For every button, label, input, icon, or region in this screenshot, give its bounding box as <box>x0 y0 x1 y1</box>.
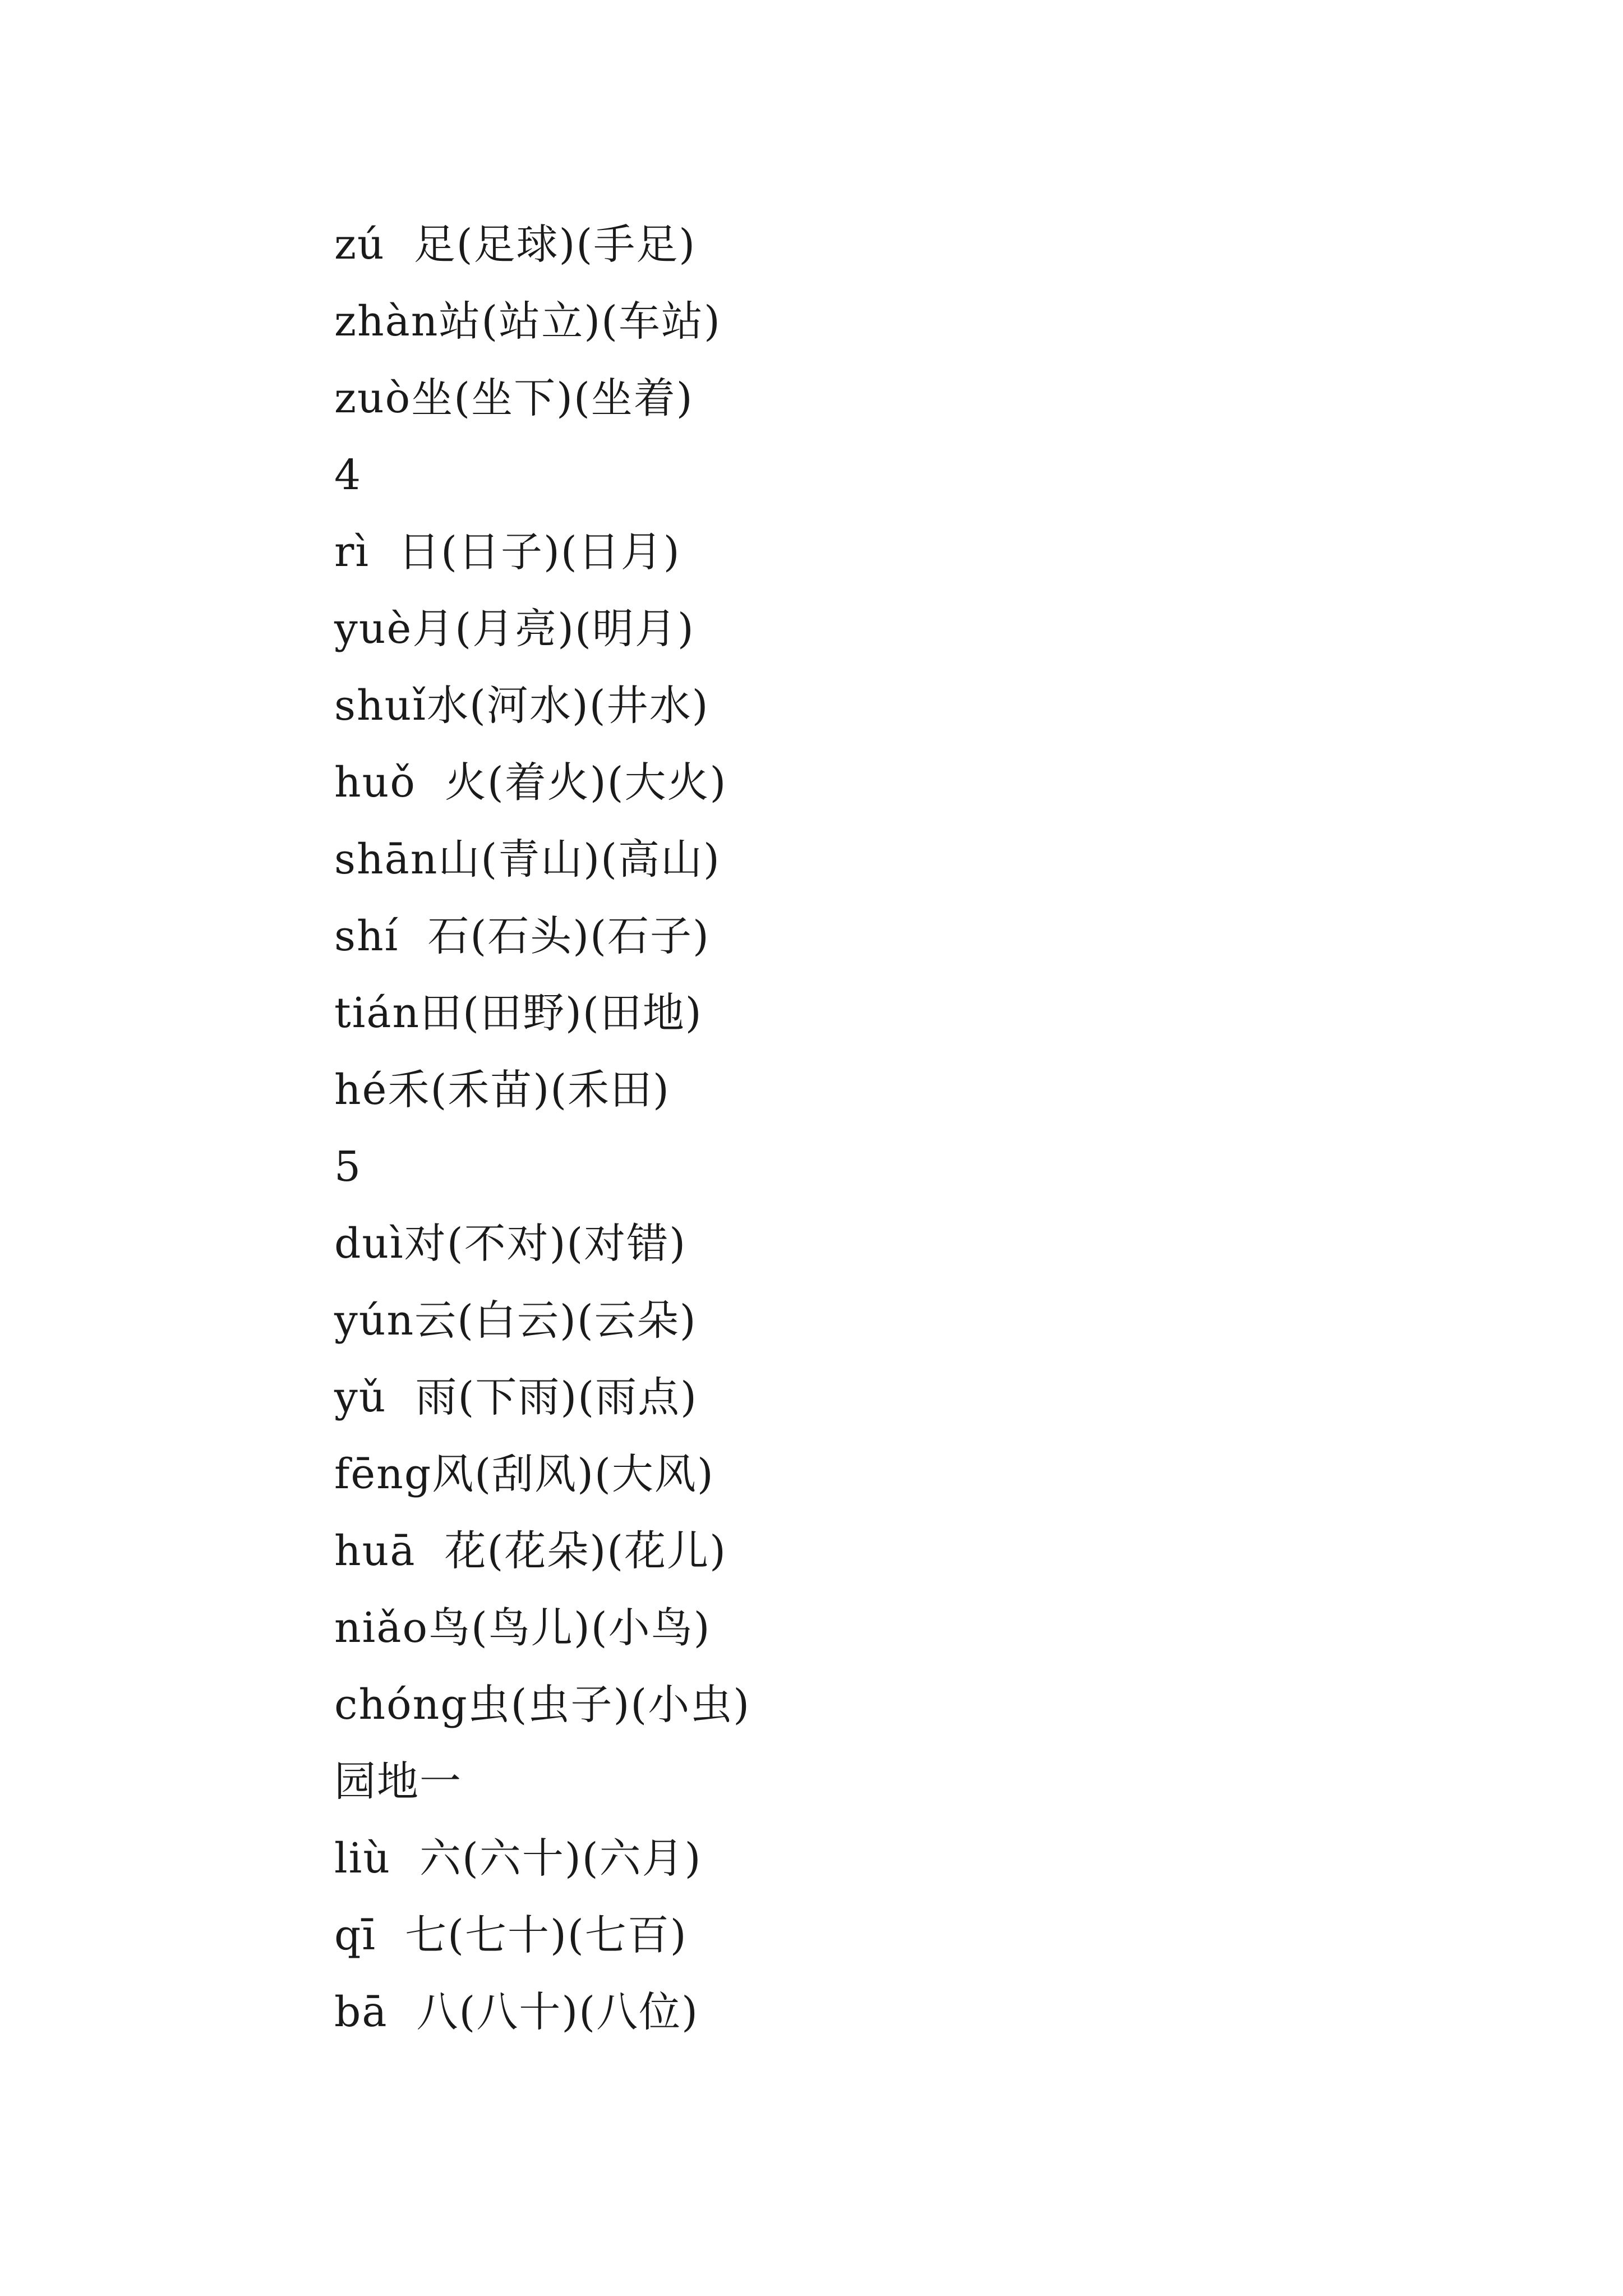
vocab-line: huǒ 火(着火)(大火) <box>334 758 727 807</box>
vocab-line: shuǐ水(河水)(井水) <box>334 682 709 730</box>
vocab-line: yuè月(月亮)(明月) <box>334 605 695 653</box>
section-number: 5 <box>334 1143 362 1191</box>
vocab-line: zhàn站(站立)(车站) <box>334 297 721 346</box>
vocab-line: qī 七(七十)(七百) <box>334 1911 688 1959</box>
vocab-line: yún云(白云)(云朵) <box>334 1296 697 1345</box>
vocab-line: zuò坐(坐下)(坐着) <box>334 374 694 422</box>
vocab-line: rì 日(日子)(日月) <box>334 528 681 576</box>
vocab-line: hé禾(禾苗)(禾田) <box>334 1066 670 1114</box>
vocab-line: shān山(青山)(高山) <box>334 835 721 884</box>
vocab-line: zú 足(足球)(手足) <box>334 220 697 269</box>
section-heading: 园地一 <box>334 1757 462 1806</box>
vocab-line: bā 八(八十)(八位) <box>334 1988 699 2036</box>
section-number: 4 <box>334 451 362 499</box>
vocabulary-list <box>334 206 1512 2051</box>
vocab-line: chóng虫(虫子)(小虫) <box>334 1681 751 1729</box>
vocab-line: shí 石(石头)(石子) <box>334 912 710 960</box>
vocab-line: fēng风(刮风)(大风) <box>334 1450 714 1498</box>
vocab-line: duì对(不对)(对错) <box>334 1220 687 1268</box>
vocab-line: huā 花(花朵)(花儿) <box>334 1527 727 1575</box>
vocab-line: yǔ 雨(下雨)(雨点) <box>334 1373 698 1421</box>
vocab-line: liù 六(六十)(六月) <box>334 1834 702 1883</box>
vocab-line: niǎo鸟(鸟儿)(小鸟) <box>334 1604 711 1652</box>
vocab-line: tián田(田野)(田地) <box>334 989 703 1037</box>
